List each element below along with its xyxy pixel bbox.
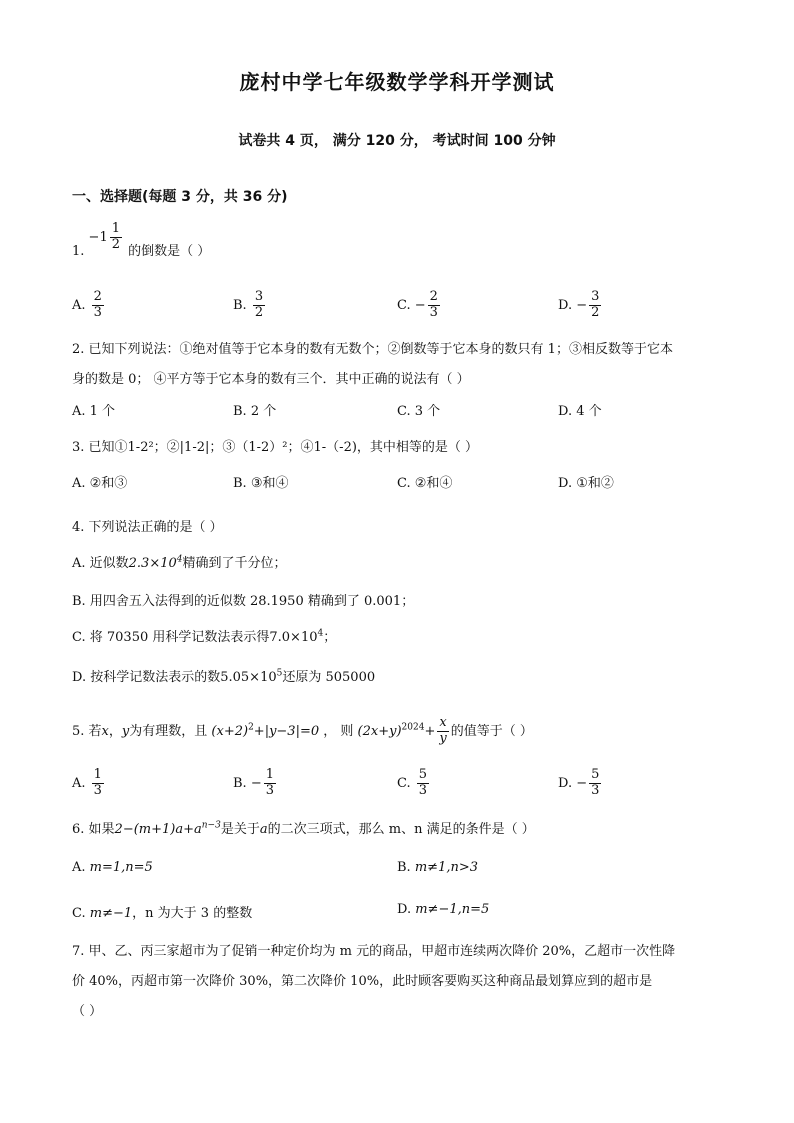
question-2-line-1: 2. 已知下列说法：①绝对值等于它本身的数有无数个；②倒数等于它本身的数只有 1；③相反数等于它本 [72,342,673,357]
q1-number: 1. [72,243,85,259]
q3-option-d: D. ①和② [558,476,614,491]
q5-option-d: D. − $\frac{5}{3}$ [558,767,600,798]
q1-option-d: D. − $\frac{3}{2}$ [558,289,600,320]
q1-option-a: A. $\frac{2}{3}$ [72,289,102,320]
section-heading: 一、选择题(每题 3 分，共 36 分) [72,189,288,205]
q4-option-a: A. 近似数$2.3\times 10^4$精确到了千分位； [72,554,287,571]
q3-option-b: B. ③和④ [233,476,289,491]
question-7-line-1: 7. 甲、乙、丙三家超市为了促销一种定价均为 m 元的商品，甲超市连续两次降价 20%，乙超市一次性降 [72,944,676,959]
q5-option-b: B. − $\frac{1}{3}$ [233,767,275,798]
q1-mixed-number: −1 $\frac{1}{2}$ [88,221,120,252]
q2-option-a: A. 1 个 [72,404,116,419]
q4-option-d: D. 按科学记数法表示的数$5.05\times 10^5$还原为 505000 [72,668,376,685]
question-5: 5. 若x，y为有理数，且 $(x+2)^2+|y-3|=0$ ， 则 $(2x+y)^{2024}+$ $\frac{x}{y}$ 的值等于（ ） [72,715,533,746]
q6-option-d: D. m≠−1,n=5 [397,902,490,917]
question-1 [72,221,211,267]
q3-option-c: C. ②和④ [397,476,453,491]
q1-option-c: C. − $\frac{2}{3}$ [397,289,438,320]
question-4: 4. 下列说法正确的是（ ） [72,520,223,535]
q2-option-b: B. 2 个 [233,404,277,419]
q3-option-a: A. ②和③ [72,476,128,491]
exam-info: 试卷共 4 页， 满分 120 分， 考试时间 100 分钟 [238,133,556,149]
q1-option-b: B. $\frac{3}{2}$ [233,289,264,320]
q2-option-c: C. 3 个 [397,404,441,419]
q4-option-c: C. 将 70350 用科学记数法表示得$7.0\times 10^4$； [72,628,337,645]
q6-option-b: B. m≠1,n>3 [397,860,478,875]
q1-text: 的倒数是（ ） [128,243,211,259]
question-2-line-2: 身的数是 0； ④平方等于它本身的数有三个．其中正确的说法有（ ） [72,372,470,387]
q5-option-a: A. $\frac{1}{3}$ [72,767,102,798]
q4-option-b: B. 用四舍五入法得到的近似数 28.1950 精确到了 0.001； [72,594,415,609]
question-7-line-2: 价 40%，丙超市第一次降价 30%，第二次降价 10%，此时顾客要购买这种商品最划算应到的超市是 [72,974,653,989]
question-7-line-3: （ ） [72,1004,103,1019]
page-title: 庞村中学七年级数学学科开学测试 [239,70,555,94]
question-3: 3. 已知①1-2²；②|1-2|；③（1-2）²；④1-（-2)，其中相等的是（ ） [72,440,479,455]
q6-option-c: C. m≠−1，n 为大于 3 的整数 [72,906,253,921]
question-6: 6. 如果$2-(m+1)a+a^{n-3}$是关于a的二次三项式，那么 m、n 满足的条件是（ ） [72,820,535,837]
q2-option-d: D. 4 个 [558,404,602,419]
q5-option-c: C. $\frac{5}{3}$ [397,767,428,798]
q6-option-a: A. m=1,n=5 [72,860,153,875]
